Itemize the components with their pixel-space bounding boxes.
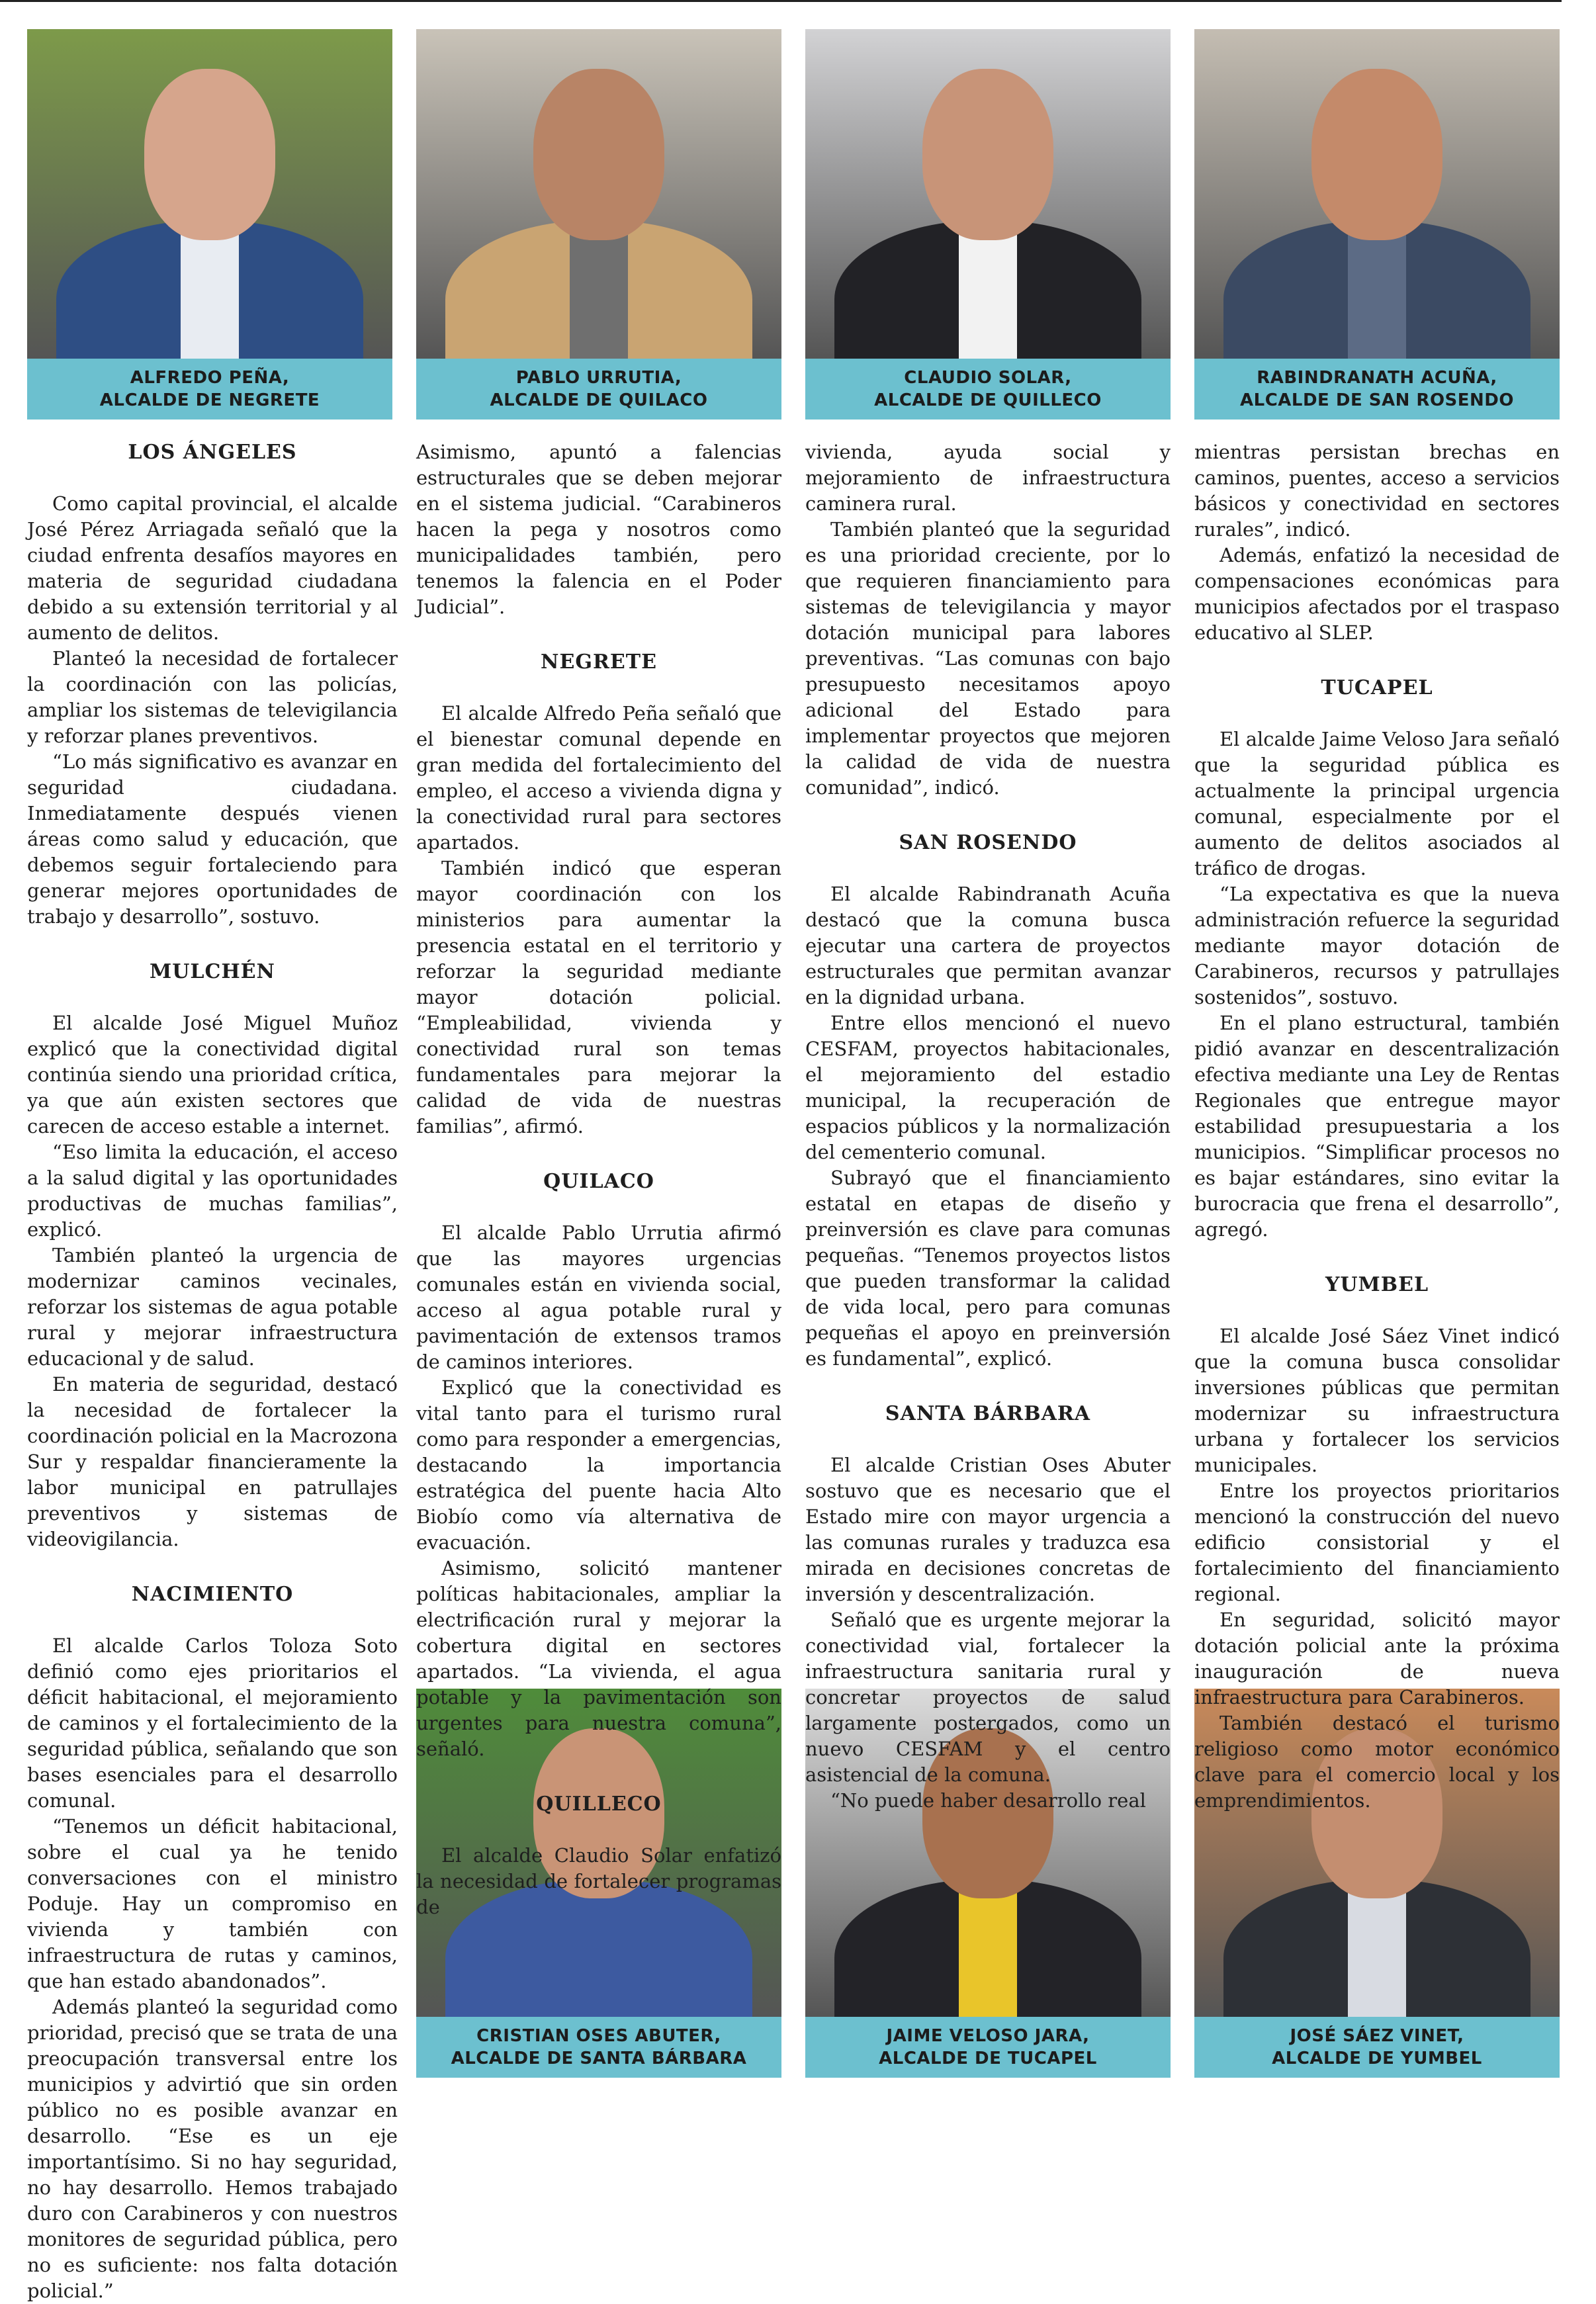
column-3	[805, 439, 1171, 1814]
paragraph: En seguridad, solicitó mayor dotación policial ante la próxima inauguración de nueva infraestructura para Carabineros.	[1194, 1609, 1560, 1708]
paragraph: El alcalde José Sáez Vinet indicó que la comuna busca consolidar inversiones públicas que permitan modernizar su infraestructura urbana y fortalecer los servicios municipales.	[1194, 1325, 1560, 1476]
section-heading-san-rosendo: SAN ROSENDO	[899, 831, 1077, 854]
column-4	[1194, 439, 1560, 1814]
paragraph: Señaló que es urgente mejorar la conectividad vial, fortalecer la infraestructura sanitaria rural y concretar proyectos de salud largamente postergados, como un nuevo CESFAM y el centro asistencial de la comuna.	[805, 1609, 1171, 1786]
paragraph: El alcalde Cristian Oses Abuter sostuvo que es necesario que el Estado mire con mayor urgencia a las comunas rurales y traduzca esa mirada en decisiones concretas de inversión y descentralización.	[805, 1454, 1171, 1605]
section-heading-tucapel: TUCAPEL	[1321, 676, 1433, 699]
column-2	[416, 439, 781, 1920]
caption-role: ALCALDE DE QUILLECO	[874, 390, 1102, 410]
paragraph: En materia de seguridad, destacó la necesidad de fortalecer la coordinación policial en la Macrozona Sur y respaldar financieramente la labor municipal en patrullajes preventivos y sistemas de videovigilancia.	[27, 1373, 398, 1550]
photo-pablo-urrutia	[416, 29, 781, 420]
paragraph: El alcalde Carlos Toloza Soto definió como ejes prioritarios el déficit habitacional, el mejoramiento de caminos y el fortalecimiento de la seguridad pública, señalando que son bases esenciales para el desarrollo comunal.	[27, 1634, 398, 1812]
section-heading-los-angeles: LOS ÁNGELES	[128, 441, 297, 464]
paragraph: Planteó la necesidad de fortalecer la coordinación con las policías, ampliar los sistemas de televigilancia y reforzar planes preventivos.	[27, 647, 398, 747]
section-heading-yumbel: YUMBEL	[1325, 1273, 1429, 1296]
photo-claudio-solar	[805, 29, 1171, 420]
photo-caption	[805, 2017, 1171, 2078]
paragraph: Explicó que la conectividad es vital tanto para el turismo rural como para responder a emergencias, destacando la importancia estratégica del puente hacia Alto Biobío como vía alternativa de evacuación.	[416, 1376, 781, 1554]
paragraph: “Tenemos un déficit habitacional, sobre el cual ya he tenido conversaciones con el ministro Poduje. Hay un compromiso en vivienda y también con infraestructura de rutas y caminos, que han estado abandonados”.	[27, 1815, 398, 1992]
section-heading-nacimiento: NACIMIENTO	[131, 1583, 294, 1606]
paragraph: El alcalde Rabindranath Acuña destacó que la comuna busca ejecutar una cartera de proyectos estructurales que permitan avanzar en la dignidad urbana.	[805, 883, 1171, 1008]
paragraph: Entre los proyectos prioritarios mencionó la construcción del nuevo edificio consistorial y el fortalecimiento del financiamiento regional.	[1194, 1480, 1560, 1605]
paragraph: También planteó la urgencia de modernizar caminos vecinales, reforzar los sistemas de agua potable rural y mejorar infraestructura educacional y de salud.	[27, 1244, 398, 1370]
paragraph: Asimismo, apuntó a falencias estructurales que se deben mejorar en el sistema judicial. “Carabineros hacen la pega y nosotros como municipalidades también, pero tenemos la falencia en el Poder Judicial”.	[416, 441, 781, 618]
section-heading-negrete: NEGRETE	[541, 650, 657, 674]
caption-role: ALCALDE DE TUCAPEL	[879, 2049, 1097, 2068]
paragraph: El alcalde Alfredo Peña señaló que el bienestar comunal depende en gran medida del fortalecimiento del empleo, el acceso a vivienda digna y la conectividad rural para sectores apartados.	[416, 702, 781, 854]
paragraph: También planteó que la seguridad es una prioridad creciente, por lo que requieren financiamiento para sistemas de televigilancia y mayor dotación municipal para labores preventivas. “Las comunas con bajo presupuesto necesitamos apoyo adicional del Estado para implementar proyectos que mejoren la calidad de vida de nuestra comunidad”, indicó.	[805, 518, 1171, 799]
top-rule	[0, 0, 1562, 2]
section-heading-santa-barbara: SANTA BÁRBARA	[885, 1402, 1091, 1425]
paragraph: “No puede haber desarrollo real	[830, 1789, 1146, 1812]
caption-name: PABLO URRUTIA,	[515, 368, 682, 388]
paragraph: Como capital provincial, el alcalde José Pérez Arriagada señaló que la ciudad enfrenta desafíos mayores en materia de seguridad ciudadana debido a su extensión territorial y al aumento de delitos.	[27, 492, 398, 644]
caption-role: ALCALDE DE SANTA BÁRBARA	[451, 2049, 747, 2068]
paragraph: Entre ellos mencionó el nuevo CESFAM, proyectos habitacionales, el mejoramiento del estadio municipal, la recuperación de espacios públicos y la normalización del cementerio comunal.	[805, 1012, 1171, 1163]
paragraph: Subrayó que el financiamiento estatal en etapas de diseño y preinversión es clave para comunas pequeñas. “Tenemos proyectos listos que pueden transformar la calidad de vida local, pero para comunas pequeñas el apoyo en preinversión es fundamental”, explicó.	[805, 1167, 1171, 1370]
paragraph: El alcalde Jaime Veloso Jara señaló que la seguridad pública es actualmente la principal urgencia comunal, especialmente por el aumento de delitos asociados al tráfico de drogas.	[1194, 728, 1560, 879]
caption-name: RABINDRANATH ACUÑA,	[1257, 368, 1497, 388]
section-heading-quilleco: QUILLECO	[536, 1793, 662, 1816]
photo-rabindranath-acuna	[1194, 29, 1560, 420]
paragraph: Además, enfatizó la necesidad de compensaciones económicas para municipios afectados por el traspaso educativo al SLEP.	[1194, 544, 1560, 644]
paragraph: El alcalde Pablo Urrutia afirmó que las mayores urgencias comunales están en vivienda social, acceso al agua potable rural y pavimentación de extensos tramos de caminos interiores.	[416, 1221, 781, 1373]
paragraph: En el plano estructural, también pidió avanzar en descentralización efectiva mediante una Ley de Rentas Regionales que entregue mayor estabilidad presupuestaria a los municipios. “Simplificar procesos no es bajar estándares, sino evitar la burocracia que frena el desarrollo”, agregó.	[1194, 1012, 1560, 1241]
paragraph: “Lo más significativo es avanzar en seguridad ciudadana. Inmediatamente después vienen áreas como salud y educación, que debemos seguir fortaleciendo para generar mejores oportunidades de trabajo y desarrollo”, sostuvo.	[27, 750, 398, 928]
section-heading-quilaco: QUILACO	[543, 1170, 654, 1193]
caption-name: JOSÉ SÁEZ VINET,	[1290, 2026, 1464, 2046]
caption-name: CLAUDIO SOLAR,	[904, 368, 1072, 388]
section-heading-mulchen: MULCHÉN	[150, 960, 275, 983]
paragraph: “La expectativa es que la nueva administración refuerce la seguridad mediante mayor dotación de Carabineros, recursos y patrullajes sostenidos”, sostuvo.	[1194, 883, 1560, 1008]
paragraph: vivienda, ayuda social y mejoramiento de infraestructura caminera rural.	[805, 441, 1171, 515]
photo-caption	[27, 359, 392, 420]
paragraph: El alcalde Claudio Solar enfatizó la necesidad de fortalecer programas de	[416, 1844, 781, 1918]
photo-caption	[416, 359, 781, 420]
caption-role: ALCALDE DE SAN ROSENDO	[1240, 390, 1514, 410]
caption-role: ALCALDE DE NEGRETE	[99, 390, 320, 410]
paragraph: Además planteó la seguridad como prioridad, precisó que se trata de una preocupación transversal entre los municipios y advirtió que sin orden público no es posible avanzar en desarrollo. “Ese es un eje importantísimo. Si no hay seguridad, no hay desarrollo. Hemos trabajado duro con Carabineros y con nuestros monitores de seguridad pública, pero no es suficiente: nos falta dotación policial.”	[27, 1996, 398, 2302]
caption-name: ALFREDO PEÑA,	[130, 368, 290, 388]
column-1	[27, 439, 398, 2304]
photo-caption	[1194, 2017, 1560, 2078]
paragraph: El alcalde José Miguel Muñoz explicó que la conectividad digital continúa siendo una prioridad crítica, ya que aún existen sectores que carecen de acceso estable a internet.	[27, 1012, 398, 1137]
caption-role: ALCALDE DE YUMBEL	[1272, 2049, 1482, 2068]
photo-alfredo-pena	[27, 29, 392, 420]
paragraph: También indicó que esperan mayor coordinación con los ministerios para aumentar la presencia estatal en el territorio y reforzar la seguridad mediante mayor dotación policial. “Empleabilidad, vivienda y conectividad rural son temas fundamentales para mejorar la calidad de vida de nuestras familias”, afirmó.	[416, 857, 781, 1137]
paragraph: También destacó el turismo religioso como motor económico clave para el comercio local y los emprendimientos.	[1194, 1712, 1560, 1812]
caption-name: JAIME VELOSO JARA,	[886, 2026, 1090, 2046]
photo-caption	[1194, 359, 1560, 420]
photo-caption	[805, 359, 1171, 420]
paragraph: “Eso limita la educación, el acceso a la salud digital y las oportunidades productivas de muchas familias”, explicó.	[27, 1141, 398, 1241]
caption-name: CRISTIAN OSES ABUTER,	[476, 2026, 721, 2046]
paragraph: Asimismo, solicitó mantener políticas habitacionales, ampliar la electrificación rural y mejorar la cobertura digital en sectores apartados. “La vivienda, el agua potable y la pavimentación son urgentes para nuestra comuna”, señaló.	[416, 1557, 781, 1760]
paragraph: mientras persistan brechas en caminos, puentes, acceso a servicios básicos y conectividad en sectores rurales”, indicó.	[1194, 441, 1560, 541]
photo-caption	[416, 2017, 781, 2078]
caption-role: ALCALDE DE QUILACO	[490, 390, 708, 410]
